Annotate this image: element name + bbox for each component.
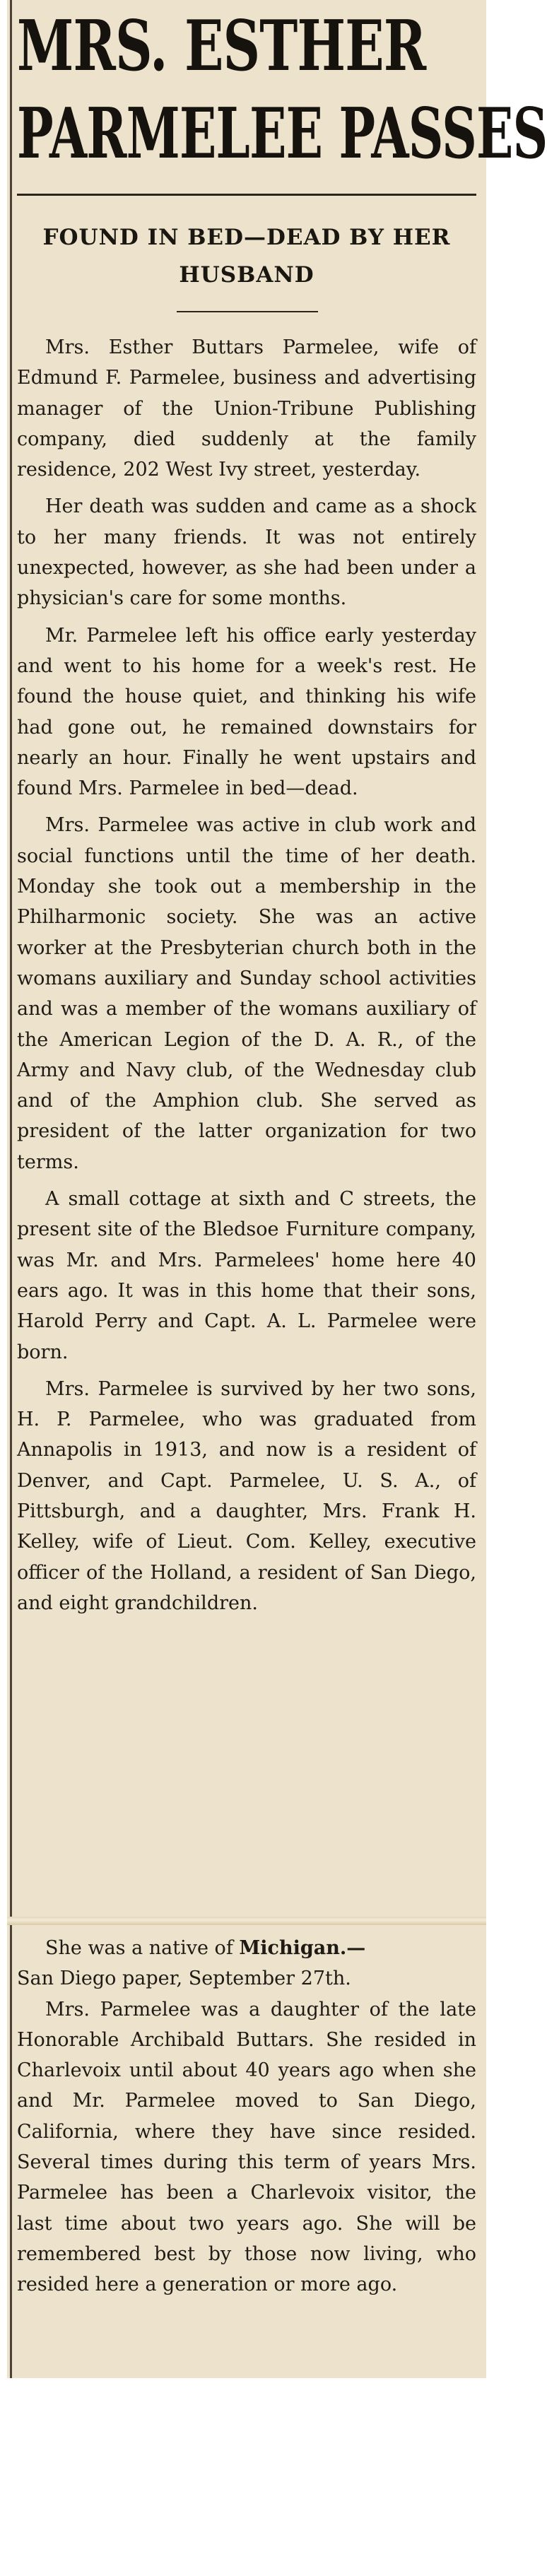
closing-paragraph: Mrs. Parmelee was a daughter of the late Honorable Archibald Buttars. She resided in Charlevoix until about 40 years ago when she and Mr. Parmelee moved to San Diego, California, where they have since resided. Several times during this term of years Mrs. Parmelee has been a Charlevoix visitor, the last time about two years ago. She will be remembered best by those now living, who resided here a generation or more ago. — [17, 1998, 476, 2296]
column-rule — [10, 0, 12, 2378]
headline-line-2: PARMELEE PASSES — [17, 93, 547, 175]
paragraph-3: Mr. Parmelee left his office early yesterday and went to his home for a week's rest. He found the house quiet, and thinking his wife had gone out, he remained downstairs for nearly an hour. Finally he went upstairs and found Mrs. Parmelee in bed—dead. — [17, 624, 476, 800]
paragraph-5: A small cottage at sixth and C streets, the present site of the Bledsoe Furniture company, was Mr. and Mrs. Parmelees' home here 40 ears ago. It was in this home that their sons, Harold Perry and Capt. A. L. Parmelee were born. — [17, 1188, 476, 1363]
headline-divider — [17, 194, 476, 196]
native-lead: She was a native of — [45, 1937, 240, 1959]
paragraph-4: Mrs. Parmelee was active in club work and social functions until the time of her death. Monday she took out a membership in the Philharmonic society. She was an active worker at the Presbyterian church both in the womans auxiliary and Sunday school activities and was a member of the womans auxiliary of the American Legion of the D. A. R., of the Army and Navy club, of the Wednesday club and of the Amphion club. She served as president of the latter organization for two terms. — [17, 814, 476, 1173]
native-line — [17, 1933, 476, 1963]
headline-line-1: MRS. ESTHER — [17, 6, 426, 87]
paragraph-2: Her death was sudden and came as a shock to her many friends. It was not entirely unexpected, however, as she had been under a physician's care for some months. — [17, 495, 476, 610]
subhead-divider — [177, 311, 318, 312]
article-addendum — [17, 1933, 476, 2300]
headline — [17, 3, 547, 178]
article-body — [17, 332, 476, 1618]
paper-fold — [7, 1917, 486, 1925]
source-line: San Diego paper, September 27th. — [17, 1968, 351, 1990]
paragraph-6: Mrs. Parmelee is survived by her two sons, H. P. Parmelee, who was graduated from Annapolis in 1913, and now is a resident of Denver, and Capt. Parmelee, U. S. A., of Pittsburgh, and a daughter, Mrs. Frank H. Kelley, wife of Lieut. Com. Kelley, executive officer of the Holland, a resident of San Diego, and eight grandchildren. — [17, 1377, 476, 1614]
subheadline: FOUND IN BED—DEAD BY HER HUSBAND — [42, 225, 451, 288]
paragraph-1: Mrs. Esther Buttars Parmelee, wife of Edmund F. Parmelee, business and advertising manager of the Union-Tribune Publishing company, died suddenly at the family residence, 202 West Ivy street, yesterday. — [17, 336, 476, 481]
native-place: Michigan.— — [239, 1937, 366, 1959]
